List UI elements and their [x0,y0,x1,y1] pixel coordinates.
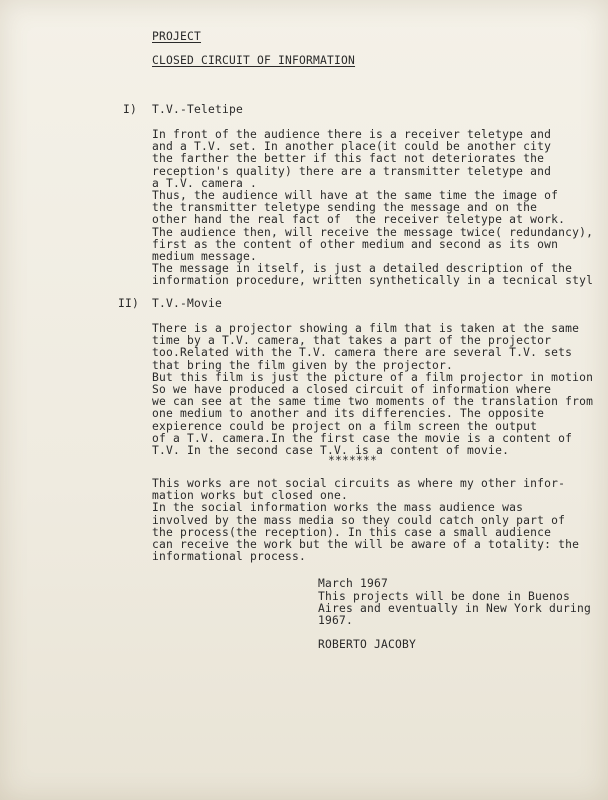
signature-author: ROBERTO JACOBY [318,638,417,651]
section-2-heading: T.V.-Movie [152,297,223,310]
text-line: the process(the reception). In this case a small audience [152,525,552,539]
text-line: time by a T.V. camera, that takes a part of the projector [152,334,552,348]
text-line: The message in itself, is just a detailed description of the [152,262,573,276]
text-line: In the social information works the mass audience was [152,501,524,515]
text-line: can receive the work but the will be aware of a totality: the [152,537,580,551]
text-line: Aires and eventually in New York during [318,602,592,616]
text-line: expierence could be project on a film screen the output [152,419,538,433]
text-line: information procedure, written synthetically in a tecnical styl [152,274,594,288]
section-separator: ******* [328,454,378,467]
text-line: of a T.V. camera.In the first case the movie is a content of [152,431,573,445]
section-2-number: II) [118,297,140,310]
text-line: first as the content of other medium and second as its own [152,237,559,251]
text-line: Thus, the audience will have at the same time the image of [152,188,559,202]
text-line: the transmitter teletype sending the message and on the [152,201,538,215]
project-label: PROJECT [152,30,202,43]
text-line: a T.V. camera . [152,176,258,190]
text-line: reception's quality) there are a transmitter teletype and [152,164,552,178]
text-line: The audience then, will receive the message twice( redundancy), [152,225,594,239]
signature-date: March 1967 [318,577,389,590]
text-line: But this film is just the picture of a film projector in motion [152,370,594,384]
document-title: CLOSED CIRCUIT OF INFORMATION [152,54,356,67]
text-line: This projects will be done in Buenos [318,590,571,603]
text-line: 1967. [318,614,354,628]
section-1-heading: T.V.-Teletipe [152,103,244,116]
text-line: the farther the better if this fact not deteriorates the [152,152,545,166]
text-line: that bring the film given by the projector. [152,358,454,372]
text-line: involved by the mass media so they could catch only part of [152,513,566,527]
text-line: This works are not social circuits as where my other infor- [152,477,566,490]
text-line: other hand the real fact of the receiver teletype at work. [152,213,566,227]
text-line: In front of the audience there is a receiver teletype and [152,128,552,141]
text-line: medium message. [152,249,258,263]
signature-note [318,591,591,628]
section-1-number: I) [123,103,138,116]
text-line: and a T.V. set. In another place(it could be another city [152,140,552,154]
text-line: too.Related with the T.V. camera there are several T.V. sets [152,346,573,360]
closing-paragraph [152,478,579,563]
text-line: mation works but closed one. [152,489,349,503]
text-line: T.V. In the second case T.V. is a content of movie. [152,443,510,457]
section-2-body [152,323,593,457]
text-line: one medium to another and its differencies. The opposite [152,407,545,421]
text-line: informational process. [152,550,307,564]
section-1-body [152,129,593,287]
text-line: There is a projector showing a film that is taken at the same [152,322,580,335]
text-line: So we have produced a closed circuit of information where [152,382,552,396]
text-line: we can see at the same time two moments of the translation from [152,395,594,409]
